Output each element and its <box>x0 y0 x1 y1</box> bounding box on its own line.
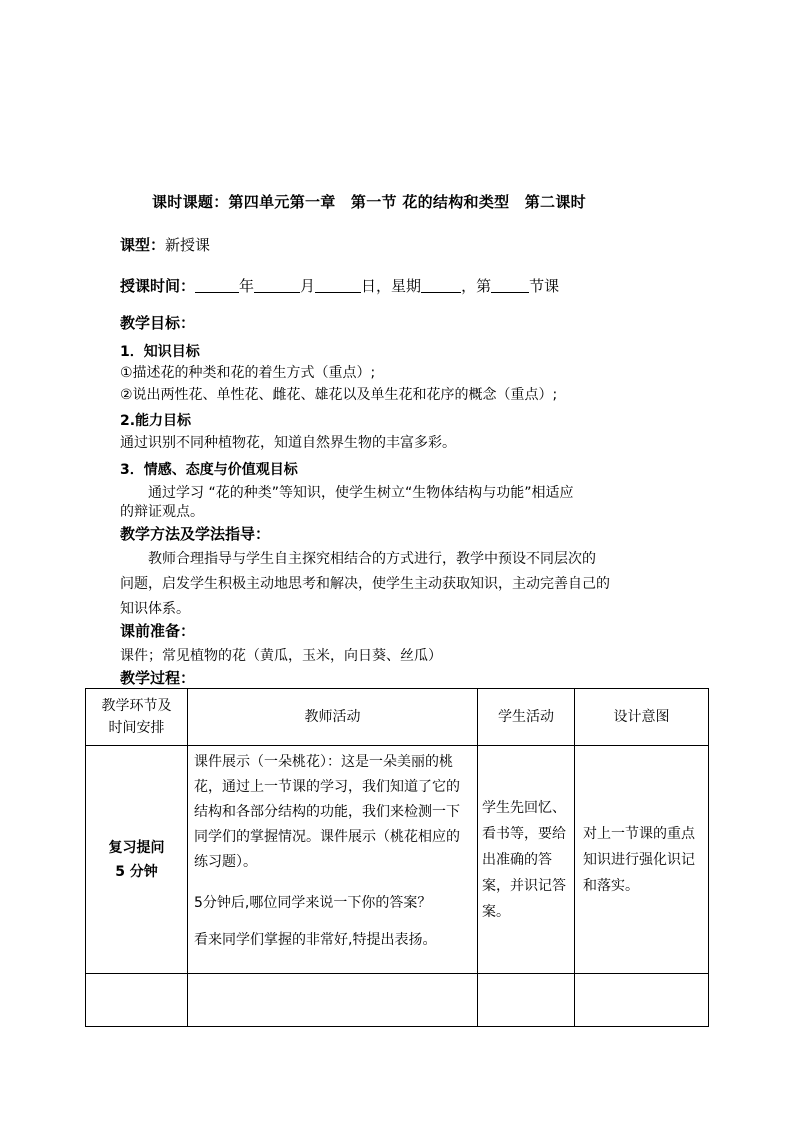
teacher-activity-cell <box>188 746 478 974</box>
month-blank[interactable] <box>254 278 300 293</box>
schedule-label: 授课时间： <box>120 277 196 295</box>
teacher-paragraph-3: 看来同学们掌握的非常好,特提出表扬。 <box>194 932 437 948</box>
ability-text: 通过识别不同种植物花，知道自然界生物的丰富多彩。 <box>120 435 456 451</box>
header-student: 学生活动 <box>478 689 575 746</box>
month-label: 月 <box>300 277 316 295</box>
emotion-heading: 3．情感、态度与价值观目标 <box>120 462 298 478</box>
preparation-text: 课件；常见植物的花（黄瓜，玉米，向日葵、丝瓜） <box>120 648 442 664</box>
emotion-line-1: 通过学习 “花的种类”等知识，使学生树立“生物体结构与功能”相适应 <box>148 485 574 501</box>
lesson-type <box>120 234 210 255</box>
objectives-heading: 教学目标： <box>120 314 196 332</box>
process-heading: 教学过程： <box>120 669 196 687</box>
methods-line-2: 问题，启发学生积极主动地思考和解决，使学生主动获取知识，主动完善自己的 <box>120 576 610 592</box>
student-activity-cell: 学生先回忆、看书等，要给出准确的答案，并识记答案。 <box>478 746 575 974</box>
ability-heading: 2.能力目标 <box>120 413 192 429</box>
table-row-empty <box>86 974 709 1027</box>
day-weekday-label: 日，星期 <box>361 277 422 295</box>
empty-cell <box>188 974 478 1027</box>
header-stage <box>86 689 188 746</box>
stage-line-2: 5 分钟 <box>115 863 158 880</box>
teacher-paragraph-2: 5分钟后,哪位同学来说一下你的答案？ <box>194 895 432 911</box>
empty-cell <box>478 974 575 1027</box>
knowledge-heading: 1．知识目标 <box>120 344 200 360</box>
header-stage-line-2: 时间安排 <box>108 720 165 736</box>
empty-cell <box>575 974 709 1027</box>
weekday-blank[interactable] <box>421 278 461 293</box>
year-blank[interactable] <box>195 278 239 293</box>
knowledge-item-2: ②说出两性花、单性花、雌花、雄花以及单生花和花序的概念（重点）; <box>120 387 558 403</box>
teaching-process-table <box>85 688 709 1027</box>
period-prefix: ，第 <box>461 277 492 295</box>
methods-line-1: 教师合理指导与学生自主探究相结合的方式进行，教学中预设不同层次的 <box>148 551 596 567</box>
preparation-heading: 课前准备： <box>120 622 196 640</box>
page-title: 课时课题：第四单元第一章 第一节 花的结构和类型 第二课时 <box>152 193 586 211</box>
table-header-row <box>86 689 709 746</box>
design-intent-cell: 对上一节课的重点知识进行强化识记和落实。 <box>575 746 709 974</box>
schedule-line <box>120 275 559 296</box>
lesson-type-label: 课型： <box>120 236 166 254</box>
table-row <box>86 746 709 974</box>
year-label: 年 <box>239 277 255 295</box>
methods-heading: 教学方法及学法指导： <box>120 525 271 543</box>
period-suffix: 节课 <box>529 277 560 295</box>
period-blank[interactable] <box>491 278 529 293</box>
day-blank[interactable] <box>315 278 361 293</box>
stage-cell <box>86 746 188 974</box>
emotion-line-2: 的辩证观点。 <box>120 504 204 520</box>
empty-cell <box>86 974 188 1027</box>
header-stage-line-1: 教学环节及 <box>101 698 172 714</box>
stage-line-1: 复习提问 <box>108 839 165 856</box>
teacher-paragraph-1: 课件展示（一朵桃花）：这是一朵美丽的桃花，通过上一节课的学习，我们知道了它的结构和各部分结构的功能，我们来检测一下同学们的掌握情况。课件展示（桃花相应的练习题）。 <box>194 754 460 870</box>
knowledge-item-1: ①描述花的种类和花的着生方式（重点）; <box>120 365 376 381</box>
header-intent: 设计意图 <box>575 689 709 746</box>
methods-line-3: 知识体系。 <box>120 601 190 617</box>
header-teacher: 教师活动 <box>188 689 478 746</box>
lesson-type-value: 新授课 <box>165 236 211 254</box>
